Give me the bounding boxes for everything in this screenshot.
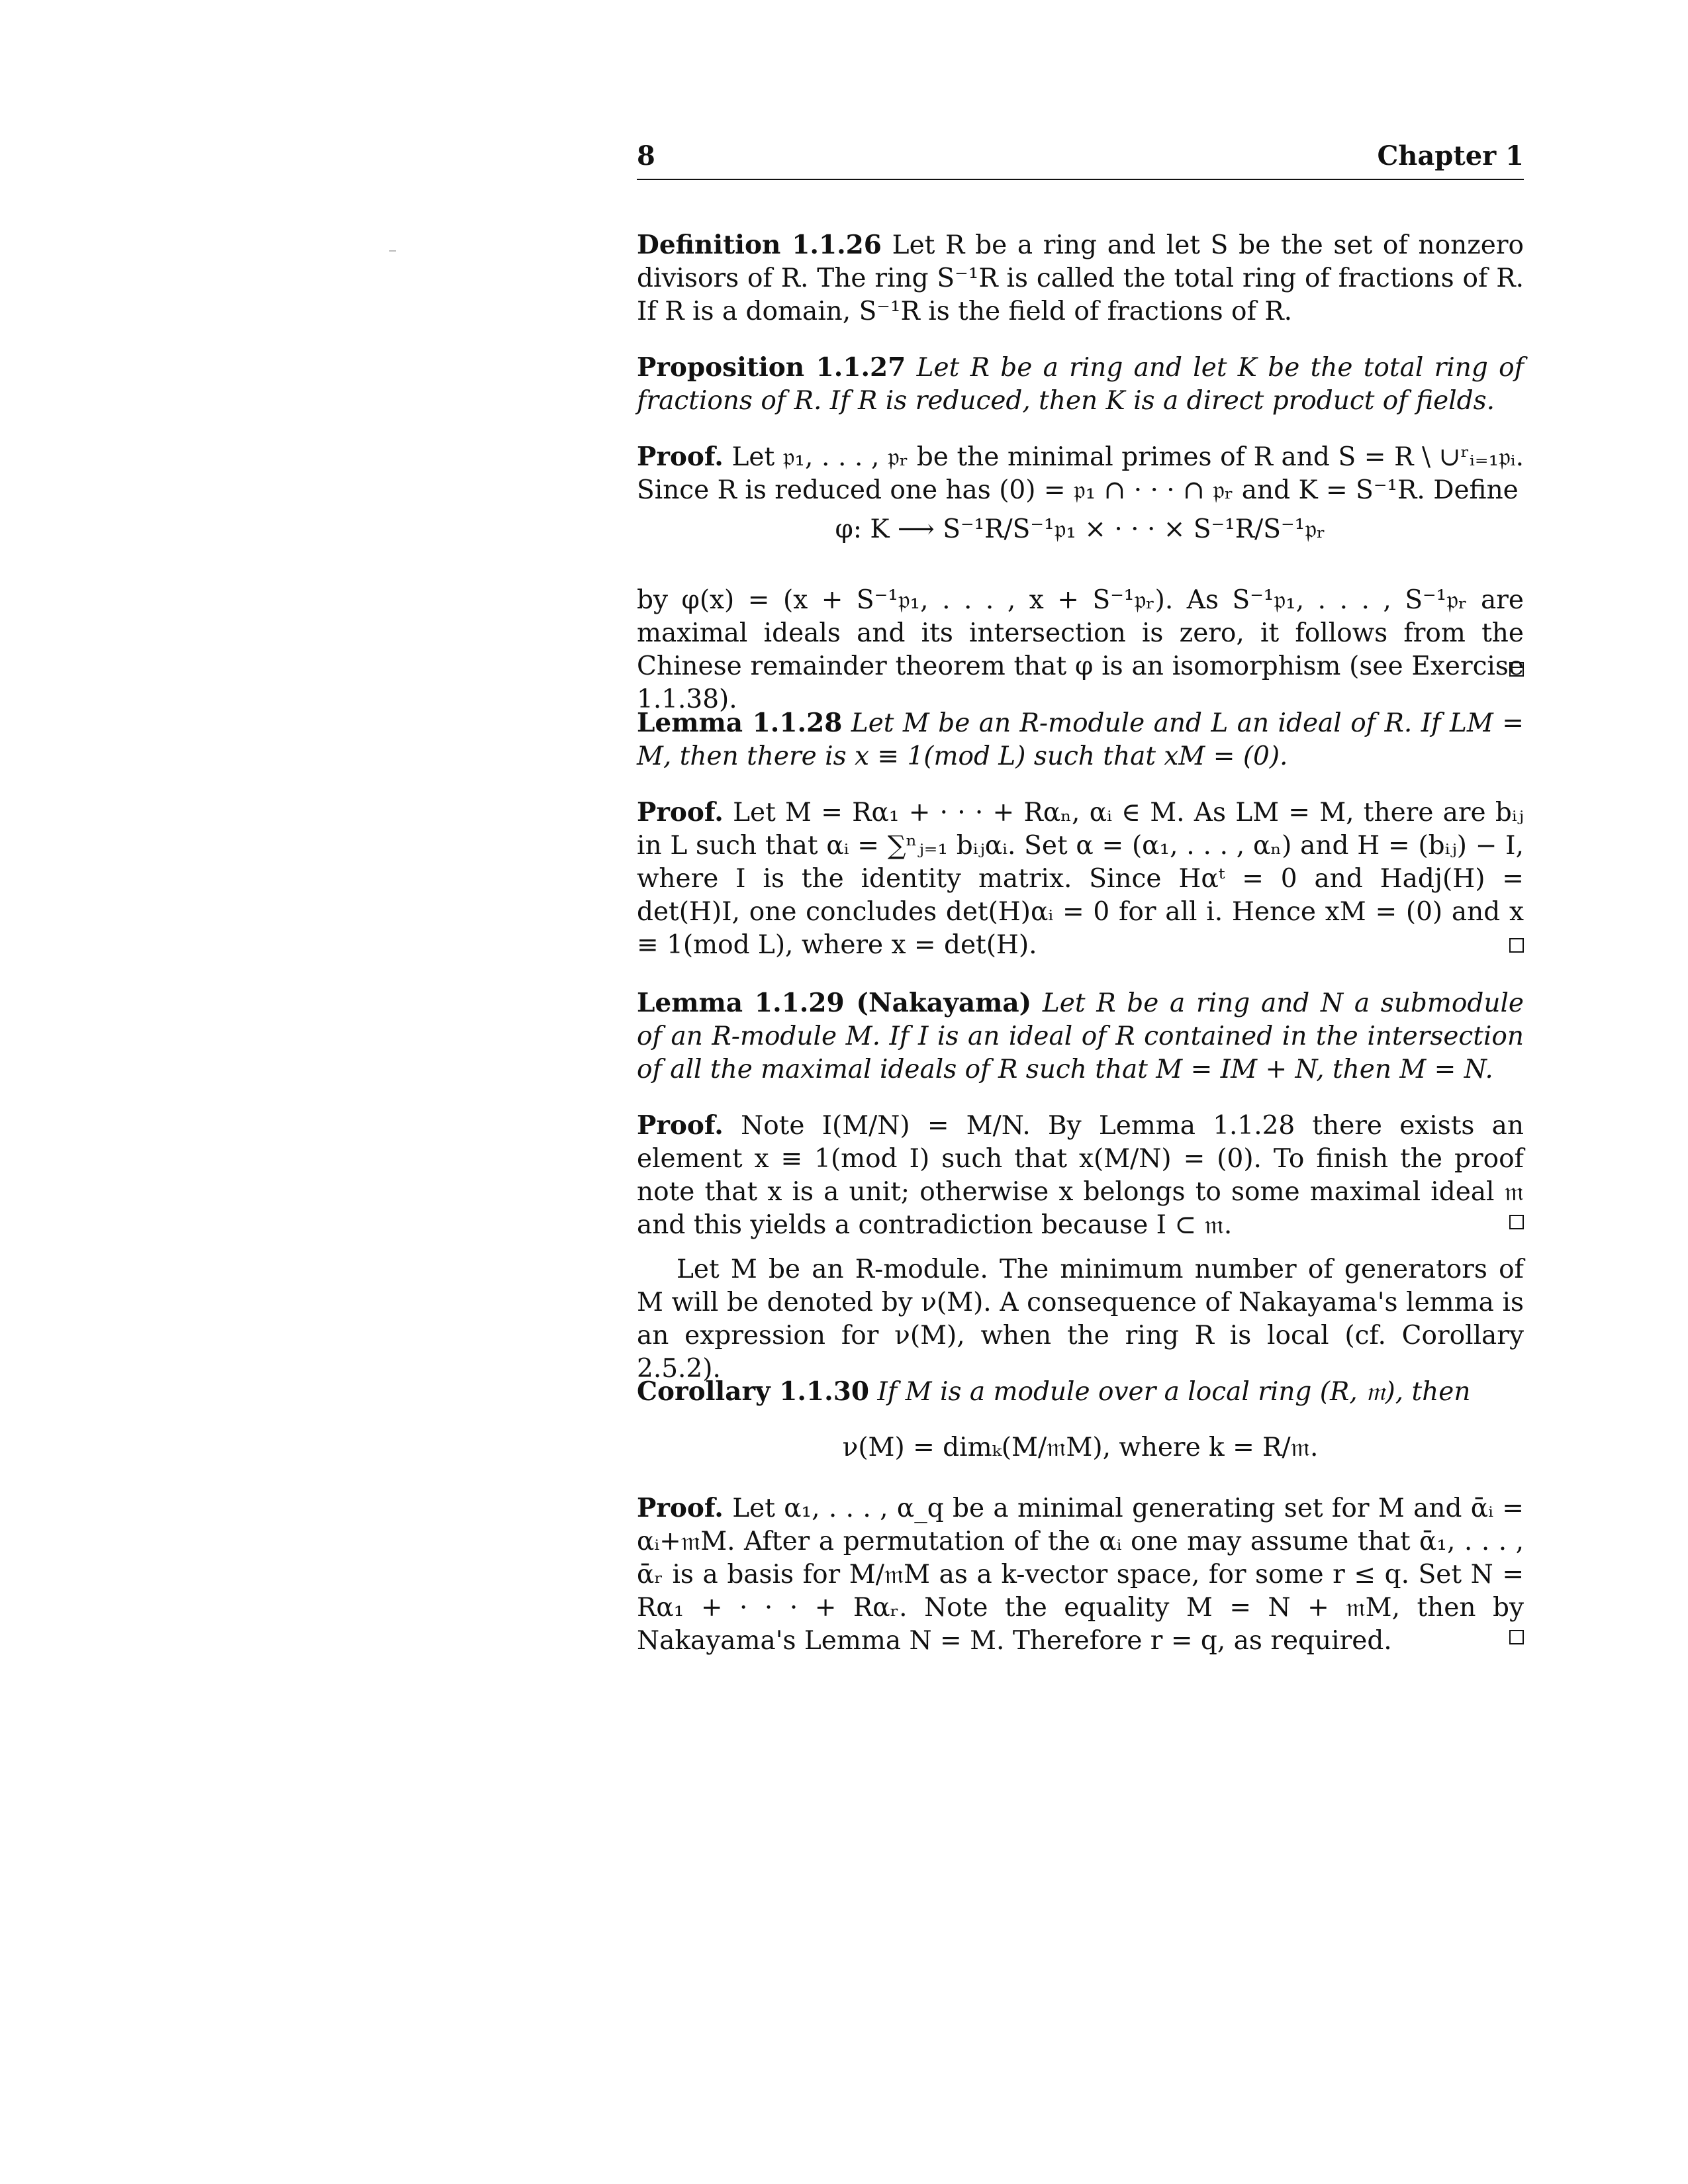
proposition-text: Let R be a ring and let K be the total ring of fractions of R. If R is reduced, then K is a direct product of fields. <box>637 353 1524 416</box>
proof-text: by φ(x) = (x + S⁻¹𝔭₁, . . . , x + S⁻¹𝔭ᵣ). As S⁻¹𝔭₁, . . . , S⁻¹𝔭ᵣ are maximal ideals and its intersection is zero, it follows from the Chinese remainder theorem that φ is an isomorphism (see Exercise 1.1.38). <box>637 585 1524 714</box>
qed-box <box>1509 938 1524 953</box>
definition-1-1-26 <box>637 228 1524 328</box>
proposition-1-1-27 <box>637 351 1524 418</box>
display-equation-phi: φ: K ⟶ S⁻¹R/S⁻¹𝔭₁ × · · · × S⁻¹R/S⁻¹𝔭ᵣ <box>835 514 1326 544</box>
proof-text: Let M = Rα₁ + · · · + Rαₙ, αᵢ ∈ M. As LM = M, there are bᵢⱼ in L such that αᵢ = ∑ⁿⱼ₌₁ bᵢⱼαᵢ. Set α = (α₁, . . . , αₙ) and H = (bᵢⱼ) − I, where I is the identity matrix. Since Hαᵗ = 0 and Hadj(H) = det(H)I, one concludes det(H)αᵢ = 0 for all i. Hence xM = (0) and x ≡ 1(mod L), where x = det(H). <box>637 798 1524 960</box>
qed-box <box>1509 1215 1524 1229</box>
proof-proposition <box>637 440 1524 507</box>
corollary-label: Corollary 1.1.30 <box>637 1376 869 1407</box>
proof-label: Proof. <box>637 797 724 828</box>
corollary-text: If M is a module over a local ring (R, 𝔪), then <box>877 1377 1471 1407</box>
paragraph-minimum-generators: Let M be an R-module. The minimum number of generators of M will be denoted by ν(M). A consequence of Nakayama's lemma is an expression for ν(M), when the ring R is local (cf. Corollary 2.5.2). <box>637 1255 1524 1384</box>
display-equation-nu: ν(M) = dimₖ(M/𝔪M), where k = R/𝔪. <box>842 1433 1319 1462</box>
proof-label: Proof. <box>637 1110 724 1141</box>
chapter-title: Chapter 1 <box>1377 140 1524 171</box>
corollary-1-1-30 <box>637 1375 1524 1409</box>
proof-text: Let α₁, . . . , α_q be a minimal generating set for M and ᾱᵢ = αᵢ+𝔪M. After a permutation of the αᵢ one may assume that ᾱ₁, . . . , ᾱᵣ is a basis for M/𝔪M as a k-vector space, for some r ≤ q. Set N = Rα₁ + · · · + Rαᵣ. Note the equality M = N + 𝔪M, then by Nakayama's Lemma N = M. Therefore r = q, as required. <box>637 1494 1524 1656</box>
proof-label: Proof. <box>637 1493 724 1523</box>
lemma-label: Lemma 1.1.28 <box>637 708 843 738</box>
proof-text: Note I(M/N) = M/N. By Lemma 1.1.28 there exists an element x ≡ 1(mod I) such that x(M/N) = (0). To finish the proof note that x is a unit; otherwise x belongs to some maximal ideal 𝔪 and this yields a contradiction because I ⊂ 𝔪. <box>637 1111 1524 1240</box>
lemma-text: Let M be an R-module and L an ideal of R. If LM = M, then there is x ≡ 1(mod L) such that xM = (0). <box>637 708 1524 771</box>
scan-speck <box>389 250 396 252</box>
proof-label: Proof. <box>637 442 724 472</box>
proof-lemma-1-1-29 <box>637 1109 1524 1242</box>
page-number: 8 <box>637 140 655 171</box>
lemma-label: Lemma 1.1.29 (Nakayama) <box>637 988 1032 1018</box>
proof-lemma-1-1-28 <box>637 796 1524 962</box>
proof-proposition-continued <box>637 584 1524 716</box>
qed-box <box>1509 1630 1524 1644</box>
lemma-1-1-29 <box>637 986 1524 1086</box>
proposition-label: Proposition 1.1.27 <box>637 352 906 383</box>
qed-box <box>1509 662 1524 677</box>
proof-text: Let 𝔭₁, . . . , 𝔭ᵣ be the minimal primes of R and S = R \ ∪ʳᵢ₌₁𝔭ᵢ. Since R is reduced one has (0) = 𝔭₁ ∩ · · · ∩ 𝔭ᵣ and K = S⁻¹R. Define <box>637 442 1524 505</box>
proof-corollary-1-1-30 <box>637 1492 1524 1658</box>
definition-label: Definition 1.1.26 <box>637 230 882 260</box>
lemma-text: Let R be a ring and N a submodule of an R-module M. If I is an ideal of R contained in the intersection of all the maximal ideals of R such that M = IM + N, then M = N. <box>637 988 1524 1084</box>
lemma-1-1-28 <box>637 706 1524 773</box>
definition-text: Let R be a ring and let S be the set of nonzero divisors of R. The ring S⁻¹R is called the total ring of fractions of R. If R is a domain, S⁻¹R is the field of fractions of R. <box>637 230 1524 326</box>
running-header <box>637 136 1524 180</box>
